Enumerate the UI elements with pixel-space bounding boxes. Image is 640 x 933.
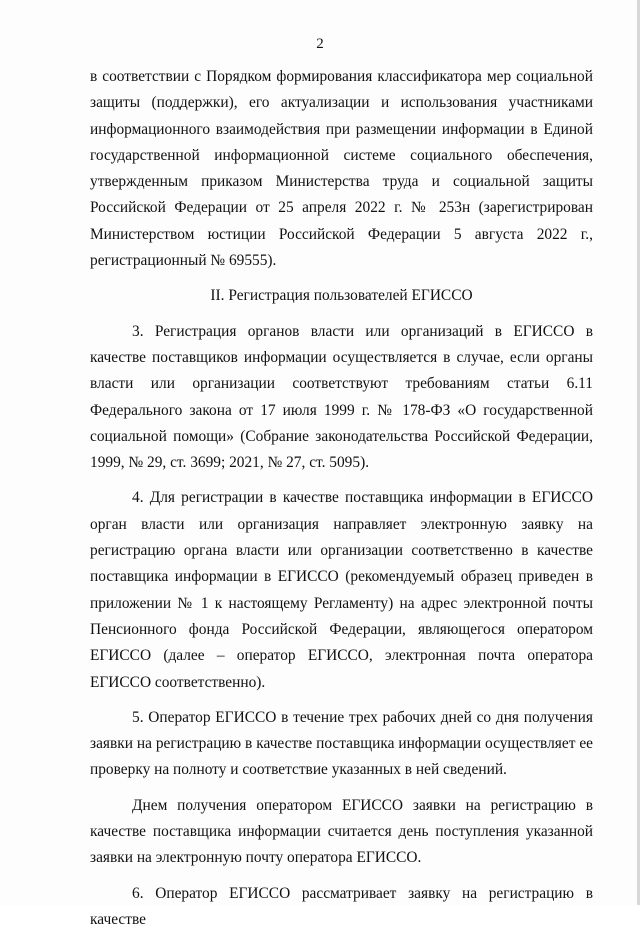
page-number: 2 xyxy=(316,36,324,52)
paragraph-continuation: в соответствии с Порядком формирования классификатора мер социальной защиты (поддержки), его актуализации и использования участниками информационного взаимодействия при размещении информации в Единой государственной информационной системе социального обеспечения, утвержденным приказом Министерства труда и социальной защиты Российской Федерации от 25 апреля 2022 г. № 253н (зарегистрирован Министерством юстиции Российской Федерации 5 августа 2022 г., регистрационный № 69555). xyxy=(90,68,593,270)
paragraph-4: 4. Для регистрации в качестве поставщика информации в ЕГИССО орган власти или организация направляет электронную заявку на регистрацию органа власти или организации соответственно в качестве поставщика информации в ЕГИССО (рекомендуемый образец приведен в приложении № 1 к настоящему Регламенту) на адрес электронной почты Пенсионного фонда Российской Федерации, являющегося оператором ЕГИССО (далее – оператор ЕГИССО, электронная почта оператора ЕГИССО соответственно). xyxy=(90,489,593,691)
paragraph-receipt-day: Днем получения оператором ЕГИССО заявки на регистрацию в качестве поставщика информации считается день поступления указанной заявки на электронную почту оператора ЕГИССО. xyxy=(90,796,593,867)
paragraph-5: 5. Оператор ЕГИССО в течение трех рабочих дней со дня получения заявки на регистрацию в качестве поставщика информации осуществляет ее проверку на полноту и соответствие указанных в ней сведений. xyxy=(90,708,593,779)
paragraph-3: 3. Регистрация органов власти или организаций в ЕГИССО в качестве поставщиков информации осуществляется в случае, если органы власти или организации соответствуют требованиям статьи 6.11 Федерального закона от 17 июля 1999 г. № 178-ФЗ «О государственной социальной помощи» (Собрание законодательства Российской Федерации, 1999, № 29, ст. 3699; 2021, № 27, ст. 5095). xyxy=(90,322,593,472)
paragraph-6: 6. Оператор ЕГИССО рассматривает заявку на регистрацию в качестве xyxy=(90,884,593,928)
document-body xyxy=(90,64,593,933)
section-heading: II. Регистрация пользователей ЕГИССО xyxy=(210,287,473,305)
